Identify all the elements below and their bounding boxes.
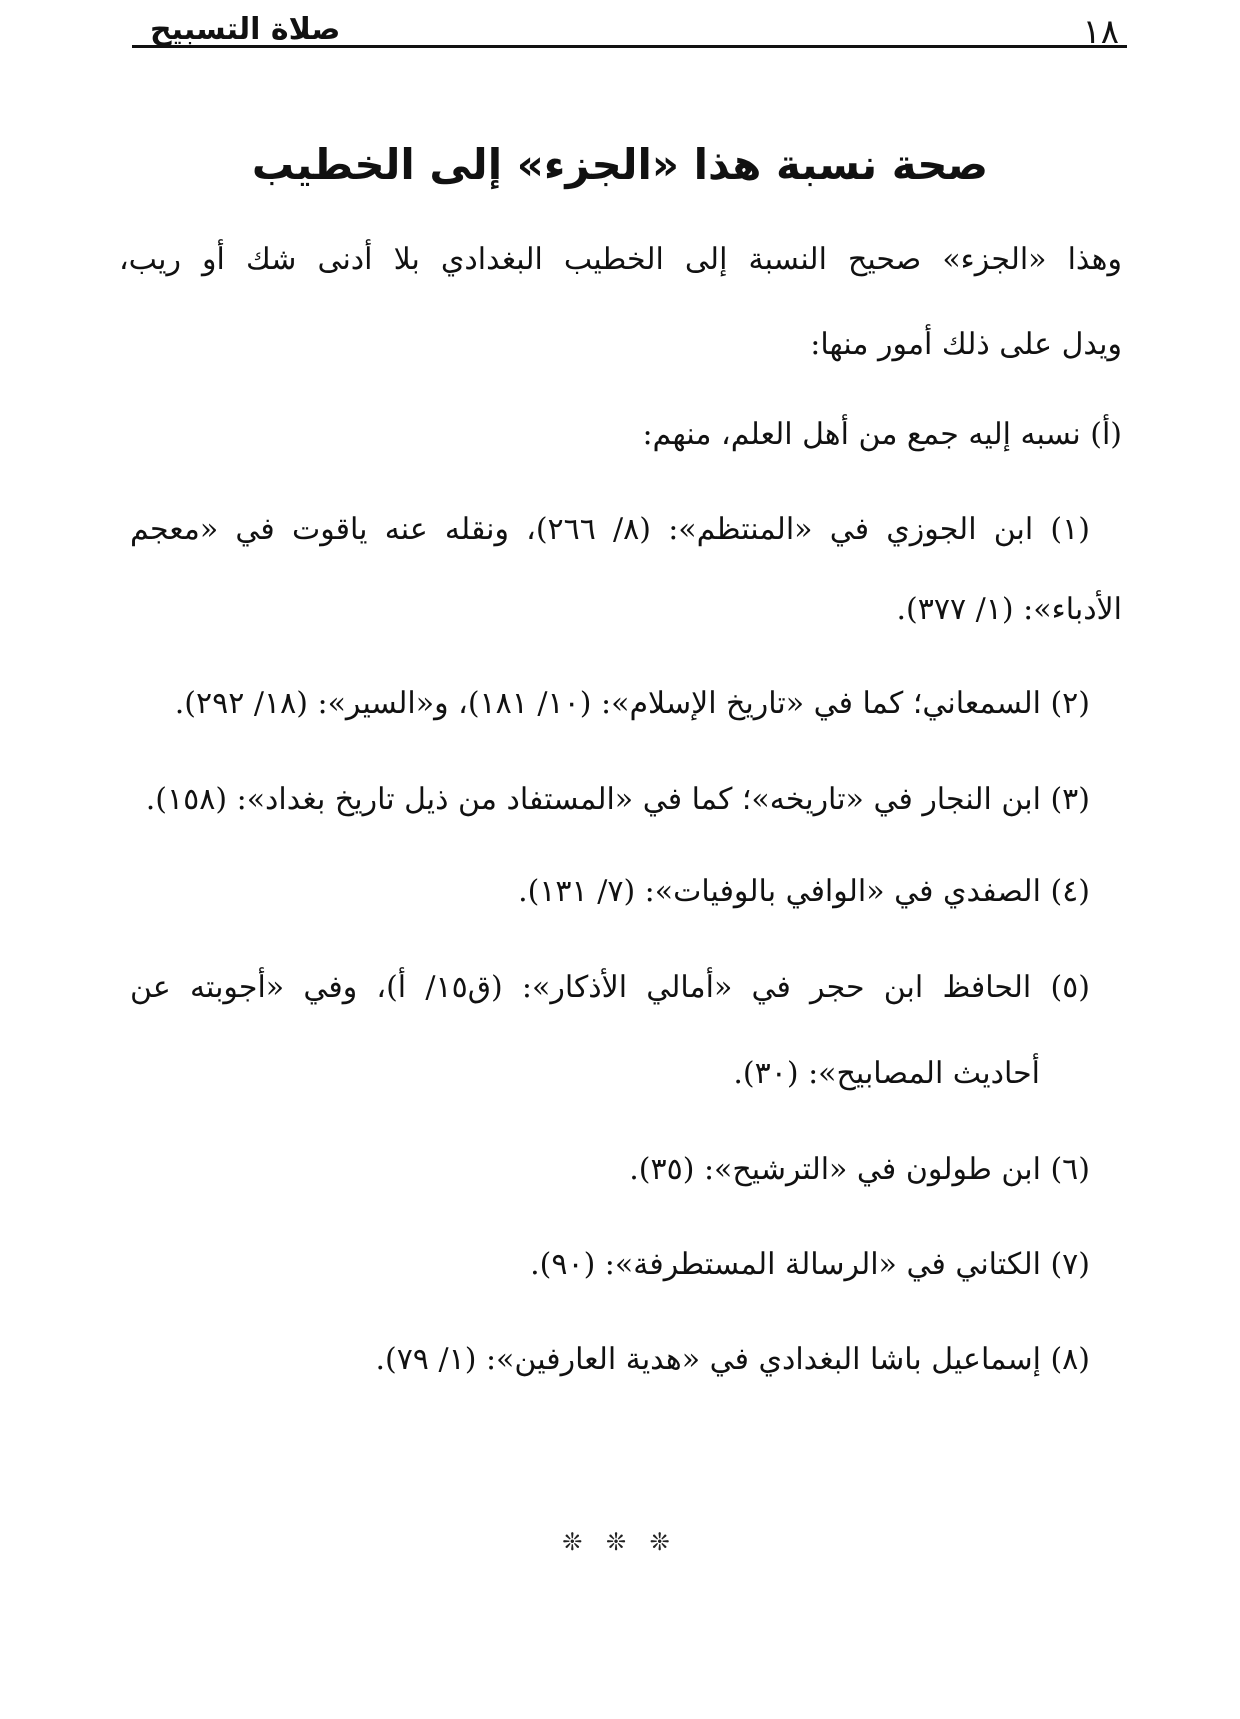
list-item-3: (٣) ابن النجار في «تاريخه»؛ كما في «المستفاد من ذيل تاريخ بغداد»: (١٥٨).	[145, 782, 1090, 817]
list-item-4: (٤) الصفدي في «الوافي بالوفيات»: (٧/ ١٣١).	[518, 874, 1090, 909]
list-item-1-line-2: الأدباء»: (١/ ٣٧٧).	[896, 592, 1122, 627]
list-item-7: (٧) الكتاني في «الرسالة المستطرفة»: (٩٠).	[530, 1247, 1090, 1282]
list-item-6: (٦) ابن طولون في «الترشيح»: (٣٥).	[629, 1152, 1090, 1187]
list-item-5-line-1: (٥) الحافظ ابن حجر في «أمالي الأذكار»: (ق١٥/ أ)، وفي «أجوبته عن	[130, 970, 1091, 1005]
page-number: ١٨	[1082, 12, 1119, 52]
list-item-5-line-2: أحاديث المصابيح»: (٣٠).	[733, 1056, 1040, 1091]
point-a-heading: (أ) نسبه إليه جمع من أهل العلم، منهم:	[642, 417, 1122, 452]
running-title: صلاة التسبيح	[150, 12, 341, 47]
list-item-1-line-1: (١) ابن الجوزي في «المنتظم»: (٨/ ٢٦٦)، ونقله عنه ياقوت في «معجم	[130, 512, 1090, 547]
header-rule	[132, 45, 1127, 48]
intro-paragraph-line-1: وهذا «الجزء» صحيح النسبة إلى الخطيب البغدادي بلا أدنى شك أو ريب،	[119, 242, 1122, 277]
section-separator: ❊ ❊ ❊	[562, 1528, 678, 1556]
section-heading: صحة نسبة هذا «الجزء» إلى الخطيب	[251, 140, 989, 189]
intro-paragraph-line-2: ويدل على ذلك أمور منها:	[810, 327, 1122, 362]
list-item-2: (٢) السمعاني؛ كما في «تاريخ الإسلام»: (١٠/ ١٨١)، و«السير»: (١٨/ ٢٩٢).	[174, 686, 1090, 721]
list-item-8: (٨) إسماعيل باشا البغدادي في «هدية العارفين»: (١/ ٧٩).	[375, 1342, 1090, 1377]
